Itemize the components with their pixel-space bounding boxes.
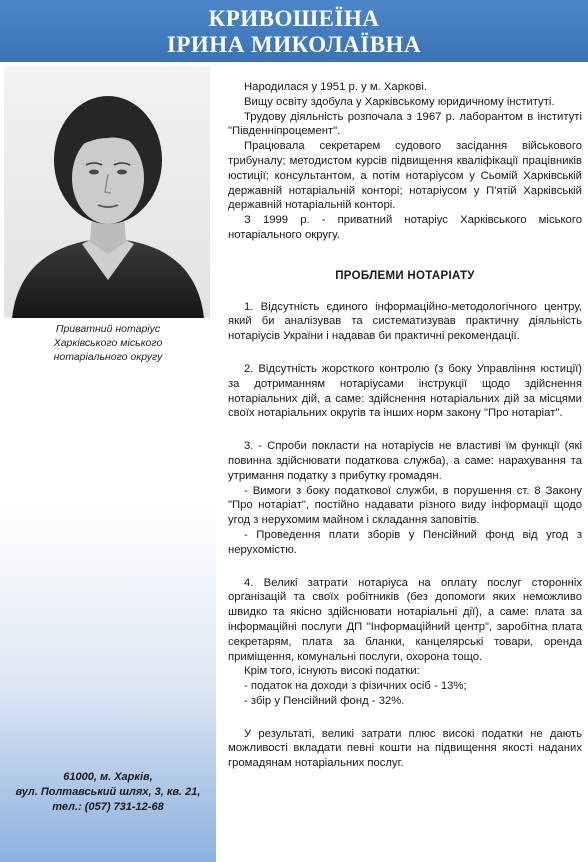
bio-paragraph: Народилася у 1951 р. у м. Харкові. (244, 81, 427, 93)
problem-list-item: - збір у Пенсійний фонд - 32%. (244, 694, 405, 707)
bio-paragraph: Працювала секретарем судового засідання військового трибуналу; методистом курсів підвищення кваліфікації працівників юстиції; консультантом, а потім нотаріусом у Сьомій Харківській державній нотаріальній конторі; нотаріусом у П'ятій Харківській державній нотаріальній конторі. (228, 140, 582, 212)
portrait-illustration (4, 66, 210, 318)
caption-line: Приватний нотаріус (55, 323, 161, 335)
problem-paragraph: 2. Відсутність жорсткого контролю (з боку Управління юстиції) за дотриманням нотаріусами інструкції щодо здійснення нотаріальних дій, а саме: здійснення нотаріальних дій за місцями своїх нотаріальних округів та інших норм закону "Про нотаріат". (228, 362, 582, 420)
conclusion-paragraph: У результаті, великі затрати плюс високі податки не дають можливості вкладати певні кошти на підвищення якості наданих громадянам нотаріальних послуг. (228, 727, 582, 770)
section-title: ПРОБЛЕМИ НОТАРІАТУ (335, 269, 475, 282)
problem-paragraph: 3. - Спроби покласти на нотаріусів не властиві їм функції (які повинна здійснювати податкова служба), а саме: нарахування та утримання податку з прибутку громадян. (228, 440, 582, 482)
phone-line: тел.: (057) 731-12-68 (52, 801, 164, 813)
problem-paragraph: 1. Відсутність єдиного інформаційно-методологічного центру, який би аналізував та систематизував практичну діяльність нотаріусів України і надавав би практичні рекомендації. (228, 300, 582, 343)
problem-list-item: - податок на доходи з фізичних осіб - 13%; (244, 680, 467, 693)
photo-caption (0, 322, 216, 364)
caption-line: Харківського міського (53, 337, 163, 349)
bio-paragraph: Вищу освіту здобула у Харківському юридичному інституті. (244, 95, 555, 108)
problem-paragraph: - Вимоги з боку податкової служби, в порушення ст. 8 Закону "Про нотаріат", постійно надавати різного виду інформації щодо угод з нерухомим майном і складання заповітів. (228, 484, 582, 527)
portrait-photo (4, 66, 210, 318)
contact-address (0, 770, 216, 815)
main-content (228, 80, 582, 771)
caption-line: нотаріального округу (53, 351, 163, 363)
problem-paragraph: Крім того, існують високі податки: (244, 665, 420, 678)
problem-paragraph: 4. Великі затрати нотаріуса на оплату послуг сторонніх організацій та своїх робітників (без допомоги яких неможливо швидко та якісно здійснювати нотаріальні дії), а саме: плата за інформаційні послуги ДП "Інформаційний центр", заробітна плата секретарям, плата за бланки, канцелярські товари, оренда приміщення, комунальні послуги, охорона тощо. (228, 576, 582, 663)
bio-paragraph: З 1999 р. - приватний нотаріус Харківського міського нотаріального округу. (228, 214, 582, 241)
bio-paragraph: Трудову діяльність розпочала з 1967 р. лаборантом в інституті "Південніпроцемент". (228, 110, 582, 138)
problem-paragraph: - Проведення плати зборів у Пенсійний фонд від угод з нерухомістю. (228, 528, 582, 556)
page-header (0, 0, 588, 62)
address-line: 61000, м. Харків, (63, 771, 153, 783)
address-line: вул. Полтавський шлях, 3, кв. 21, (15, 786, 201, 798)
name-heading: ІРИНА МИКОЛАЇВНА (166, 32, 422, 57)
surname-heading: КРИВОШЕЇНА (208, 6, 380, 31)
